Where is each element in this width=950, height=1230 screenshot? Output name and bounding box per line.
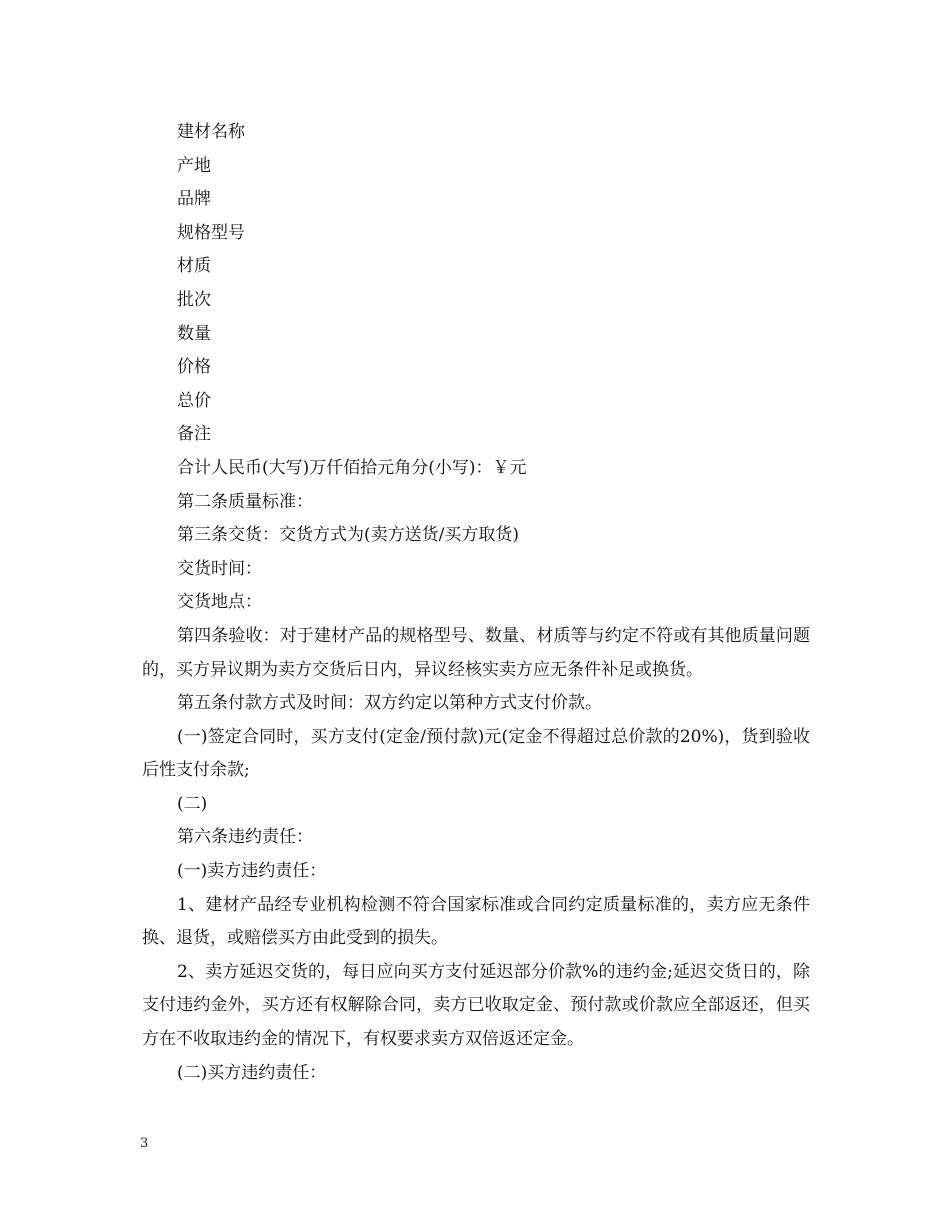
field-batch: 批次 — [177, 289, 211, 310]
payment-option-1: (一)签定合同时，买方支付(定金/预付款)元(定金不得超过总价款的20%)，货到验收后性支付余款; — [142, 726, 810, 781]
field-spec-model: 规格型号 — [177, 222, 245, 243]
clause-4-acceptance: 第四条验收：对于建材产品的规格型号、数量、材质等与约定不符或有其他质量问题的，买方异议期为卖方交货后日内，异议经核实卖方应无条件补足或换货。 — [142, 625, 810, 680]
field-remarks: 备注 — [177, 424, 211, 445]
page-number: 3 — [140, 1136, 149, 1151]
field-price: 价格 — [177, 357, 211, 378]
clause-3-delivery: 第三条交货：交货方式为(卖方送货/买方取货) — [177, 525, 519, 546]
total-amount-line: 合计人民币(大写)万仟佰拾元角分(小写)：￥元 — [177, 457, 527, 478]
field-quantity: 数量 — [177, 323, 211, 344]
delivery-time: 交货时间： — [177, 558, 262, 579]
field-origin: 产地 — [177, 155, 211, 176]
field-brand: 品牌 — [177, 189, 211, 210]
field-total-price: 总价 — [177, 390, 211, 411]
clause-6-liability: 第六条违约责任： — [177, 827, 313, 848]
seller-liability-heading: (一)卖方违约责任： — [177, 861, 327, 882]
buyer-liability-heading: (二)买方违约责任： — [177, 1062, 327, 1083]
payment-option-2: (二) — [177, 793, 208, 814]
seller-liability-item-2: 2、卖方延迟交货的，每日应向买方支付延迟部分价款%的违约金;延迟交货日的，除支付违约金外，买方还有权解除合同，卖方已收取定金、预付款或价款应全部返还，但买方在不收取违约金的情况下，有权要求卖方双倍返还定金。 — [142, 961, 810, 1050]
document-body — [142, 116, 810, 1090]
clause-5-payment: 第五条付款方式及时间：双方约定以第种方式支付价款。 — [177, 693, 602, 714]
delivery-place: 交货地点： — [177, 592, 262, 613]
clause-2-quality: 第二条质量标准： — [177, 491, 313, 512]
seller-liability-item-1: 1、建材产品经专业机构检测不符合国家标准或合同约定质量标准的，卖方应无条件换、退货，或赔偿买方由此受到的损失。 — [142, 894, 810, 949]
field-material: 材质 — [177, 256, 211, 277]
field-material-name: 建材名称 — [177, 122, 245, 142]
